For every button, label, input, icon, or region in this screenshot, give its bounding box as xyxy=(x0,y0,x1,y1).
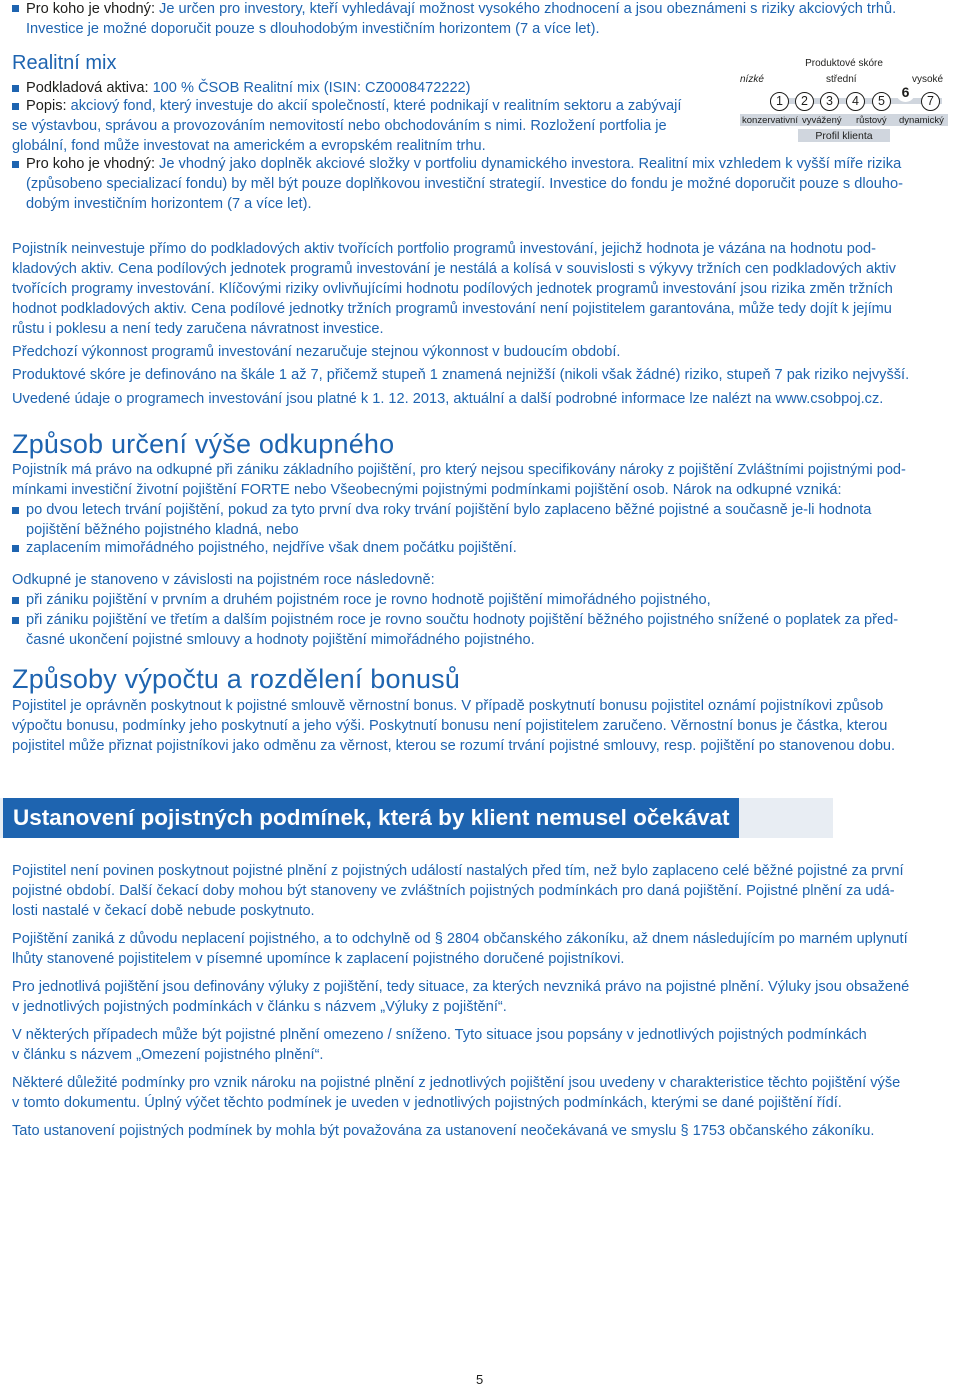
conditions-p1-l1: Pojistitel není povinen poskytnout pojistné plnění z pojistných událostí nastalých před tím, než bylo zaplaceno celé běžné pojistné za první xyxy=(12,863,904,879)
bullet-icon xyxy=(12,597,19,604)
top-bold-label: Pro koho je vhodný: xyxy=(26,1,155,17)
score-profile-dynamic: dynamický xyxy=(899,115,944,126)
score-title: Produktové skóre xyxy=(805,58,883,69)
bonus-title: Způsoby výpočtu a rozdělení bonusů xyxy=(12,664,461,694)
fund-title: Realitní mix xyxy=(12,52,117,74)
score-profile-label: Profil klienta xyxy=(815,130,873,142)
score-profile-balanced: vyvážený xyxy=(802,115,842,126)
conditions-p4-l1: V některých případech může být pojistné plnění omezeno / sníženo. Tyto situace jsou popsány v jednotlivých pojistných podmínkách xyxy=(12,1027,867,1043)
bullet-icon xyxy=(12,161,19,168)
product-score xyxy=(740,56,948,146)
bonus-l3: pojistitel může přiznat pojistníkovi jako odměnu za věrnost, kterou se rozumí trvání pojistné smlouvy, resp. pojištění po stanovenou dobu. xyxy=(12,738,896,754)
info-p1-l4: hodnot podkladových aktiv. Cena podílové jednotky tržních programů investování není pojistitelem garantována, může tedy dojít k jejímu xyxy=(12,301,892,317)
fund-desc-3: globální, fond může investovat na americkém a evropském realitním trhu. xyxy=(12,138,486,154)
info-p1-l1: Pojistník neinvestuje přímo do podkladových aktiv tvořících portfolio programů investování, jejichž hodnota je vázána na hodnotu pod- xyxy=(12,241,876,257)
bonus-l2: výpočtu bonusu, podmínky jeho poskytnutí a jeho výši. Poskytnutí bonusu není pojistitelem zaručeno. Věrnostní bonus je částka, kterou xyxy=(12,718,888,734)
surrender-p1-l2: mínkami investiční životní pojištění FORTE nebo Všeobecnými pojistnými podmínkami pojištění osob. Nárok na odkupné vzniká: xyxy=(12,482,842,498)
score-profile-growth: růstový xyxy=(856,115,887,126)
surrender-b4-l2: časné ukončení pojistné smlouvy a hodnoty pojištění mimořádného pojistného. xyxy=(26,632,535,648)
conditions-p5-l1: Některé důležité podmínky pro vznik nároku na pojistné plnění z jednotlivých pojištění jsou uvedeny v charakteristice těchto pojištění výše xyxy=(12,1075,901,1091)
fund-for-1 xyxy=(26,154,901,175)
score-low-label: nízké xyxy=(740,74,764,85)
info-p1-l5: růstu i poklesu a není tedy zaručena návratnost investice. xyxy=(12,321,384,337)
surrender-title: Způsob určení výše odkupného xyxy=(12,429,395,459)
conditions-p4-l2: v článku s názvem „Omezení pojistného plnění“. xyxy=(12,1047,324,1063)
conditions-p3-l2: v jednotlivých pojistných podmínkách v článku s názvem „Výluky z pojištění“. xyxy=(12,999,507,1015)
bullet-icon xyxy=(12,5,19,12)
info-p4: Uvedené údaje o programech investování jsou platné k 1. 12. 2013, aktuální a další podrobné informace lze nalézt na www.csobpoj.cz. xyxy=(12,391,884,407)
score-level-3: 3 xyxy=(820,92,839,111)
top-text-1: Je určen pro investory, kteří vyhledávají možnost vysokého zhodnocení a jsou obeznámeni s riziky akciových trhů. xyxy=(155,1,897,17)
score-profile-conservative: konzervativní xyxy=(742,115,798,126)
surrender-p1-l1: Pojistník má právo na odkupné při zániku základního pojištění, pro který nejsou specifikovány nároky z pojištění Zvláštními pojistnými pod- xyxy=(12,462,906,478)
top-line-1 xyxy=(26,0,896,20)
surrender-b3: při zániku pojištění v prvním a druhém pojistném roce je rovno hodnotě pojištění mimořádného pojistného, xyxy=(26,592,711,608)
top-line-2: Investice je možné doporučit pouze s dlouhodobým investičním horizontem (7 a více let). xyxy=(26,21,600,37)
fund-for-label: Pro koho je vhodný: xyxy=(26,156,155,172)
conditions-p2-l2: lhůty stanovené pojistitelem v písemné upomínce k zaplacení pojistného doručené pojistníkovi. xyxy=(12,951,625,967)
score-level-1: 1 xyxy=(770,92,789,111)
surrender-b1-l1: po dvou letech trvání pojištění, pokud za tyto první dva roky trvání pojištění bylo zaplaceno běžné pojistné a současně je-li hodnota xyxy=(26,502,872,518)
score-level-4: 4 xyxy=(846,92,865,111)
fund-desc-label: Popis: xyxy=(26,98,67,114)
page-number: 5 xyxy=(476,1372,484,1387)
bullet-icon xyxy=(12,617,19,624)
info-p2: Předchozí výkonnost programů investování nezaručuje stejnou výkonnost v budoucím období. xyxy=(12,344,621,360)
bullet-icon xyxy=(12,103,19,110)
info-p3: Produktové skóre je definováno na škále 1 až 7, přičemž stupeň 1 znamená nejnižší (nikoli však žádné) riziko, stupeň 7 pak riziko nejvyšší. xyxy=(12,367,910,383)
conditions-p1-l2: pojistné období. Další čekací doby mohou být stanoveny ve zvláštních pojistných podmínkách pro daná pojištění. Pojistné plnění za udá- xyxy=(12,883,895,899)
score-high-label: vysoké xyxy=(912,74,944,85)
bullet-icon xyxy=(12,85,19,92)
bullet-icon xyxy=(12,545,19,552)
fund-desc-2: se výstavbou, správou a provozováním nemovitostí nebo obchodováním s nimi. Rozložení portfolia je xyxy=(12,118,667,134)
fund-for-2: (způsobeno specializací fondu) by měl být pouze doplňkovou investiční strategií. Investice do fondu je možné doporučit pouze s dlouho- xyxy=(26,176,903,192)
fund-desc-text-1: akciový fond, který investuje do akcií společností, které podnikají v realitním sektoru a zabývají xyxy=(66,98,682,114)
surrender-b4-l1: při zániku pojištění ve třetím a dalším pojistném roce je rovno součtu hodnoty pojištění běžného pojistného snížené o poplatek za před- xyxy=(26,612,899,628)
info-p1-l3: tvořících programy investování. Klíčovými riziky ovlivňujícími hodnotu podílových jednotek programů investování jsou rizika změn tržních xyxy=(12,281,893,297)
score-level-5: 5 xyxy=(872,92,891,111)
fund-for-3: dobým investičním horizontem (7 a více let). xyxy=(26,196,312,212)
score-mid-label: střední xyxy=(826,74,857,85)
fund-for-text-1: Je vhodný jako doplněk akciové složky v portfoliu dynamického investora. Realitní mix vzhledem k vyšší míře rizika xyxy=(155,156,902,172)
conditions-title: Ustanovení pojistných podmínek, která by klient nemusel očekávat xyxy=(3,798,739,838)
surrender-b1-l2: pojištění běžného pojistného kladná, nebo xyxy=(26,522,299,538)
info-p1-l2: kladových aktiv. Cena podílových jednotek programů investování je nestálá a kolísá v souvislosti s výkyvy tržních cen podkladových aktiv xyxy=(12,261,896,277)
score-level-selected: 6 xyxy=(896,83,915,102)
surrender-p2: Odkupné je stanoveno v závislosti na pojistném roce následovně: xyxy=(12,572,435,588)
conditions-p2-l1: Pojištění zaniká z důvodu neplacení pojistného, a to odchylně od § 2804 občanského zákoníku, až dnem následujícím po marném uplynutí xyxy=(12,931,908,947)
fund-desc-1 xyxy=(26,96,681,117)
fund-assets-text: 100 % ČSOB Realitní mix (ISIN: CZ0008472222) xyxy=(148,80,471,96)
conditions-p1-l3: losti nastalé v čekací době nebude poskytnuto. xyxy=(12,903,315,919)
score-level-7: 7 xyxy=(921,92,940,111)
bullet-icon xyxy=(12,507,19,514)
conditions-p3-l1: Pro jednotlivá pojištění jsou definovány výluky z pojištění, tedy situace, za kterých nevzniká právo na pojistné plnění. Výluky jsou obsažené xyxy=(12,979,910,995)
score-level-2: 2 xyxy=(795,92,814,111)
fund-assets-label: Podkladová aktiva: xyxy=(26,80,149,96)
bonus-l1: Pojistitel je oprávněn poskytnout k pojistné smlouvě věrnostní bonus. V případě poskytnutí bonusu pojistitel oznámí pojistníkovi způsob xyxy=(12,698,884,714)
conditions-p6: Tato ustanovení pojistných podmínek by mohla být považována za ustanovení neočekávaná ve smyslu § 1753 občanského zákoníku. xyxy=(12,1123,875,1139)
conditions-banner xyxy=(0,798,833,838)
conditions-p5-l2: v tomto dokumentu. Úplný výčet těchto podmínek je uveden v jednotlivých pojistných podmínkách, kterými se dané pojištění řídí. xyxy=(12,1095,842,1111)
surrender-b2: zaplacením mimořádného pojistného, nejdříve však dnem počátku pojištění. xyxy=(26,540,517,556)
